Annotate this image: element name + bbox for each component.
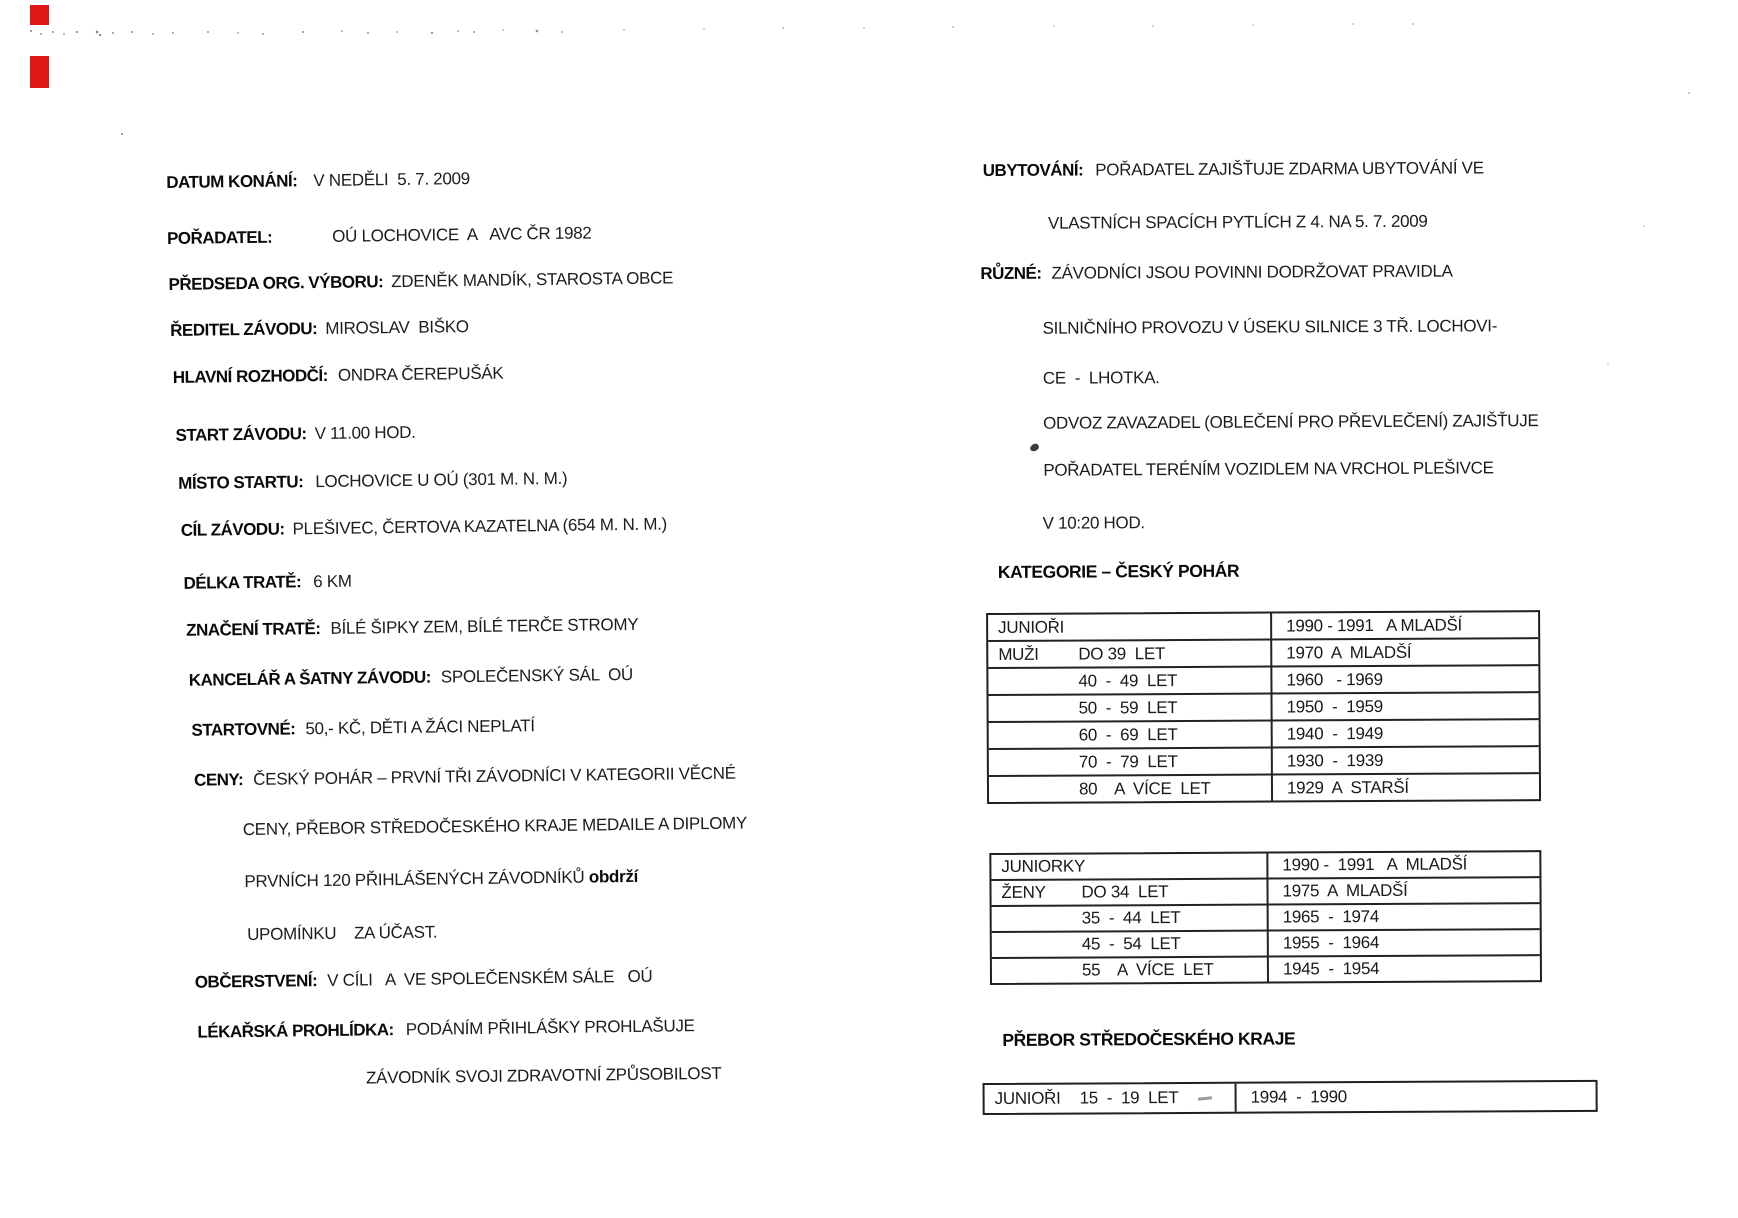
category-name [999,750,1079,775]
field-value: V 11.00 HOD. [315,423,416,443]
field-value: ODVOZ ZAVAZADEL (OBLEČENÍ PRO PŘEVLEČENÍ) ZAJIŠŤUJE [1043,411,1539,433]
category-cell [988,614,1270,640]
field-label: OBČERSTVENÍ: [195,971,318,992]
table-row [992,954,1540,983]
birth-years-cell: 1955 - 1964 [1267,930,1540,955]
field-value: SILNIČNÍHO PROVOZU V ÚSEKU SILNICE 3 TŘ. LOCHOVI- [1043,316,1498,337]
field-ruzne-cont-3 [1043,410,1539,435]
bold-word: obdrží [589,867,638,887]
category-cell [989,749,1271,775]
field-value: PODÁNÍM PŘIHLÁŠKY PROHLAŠUJE [406,1016,695,1039]
age-range: 15 - 19 LET [1080,1084,1179,1113]
category-name [1002,933,1082,957]
birth-years-cell: 1990 - 1991 A MLADŠÍ [1270,612,1538,638]
field-value: MIROSLAV BIŠKO [325,317,469,338]
birth-years-cell: 1940 - 1949 [1271,720,1539,746]
field-value: ZDENĚK MANDÍK, STAROSTA OBCE [391,268,673,291]
field-label: STARTOVNÉ: [191,719,295,739]
category-table-prebor [983,1080,1598,1115]
field-label: START ZÁVODU: [175,424,306,445]
table-row [985,1082,1596,1113]
field-label: CÍL ZÁVODU: [181,519,285,539]
birth-years-cell: 1990 - 1991 A MLADŠÍ [1266,852,1539,877]
field-label: ŘEDITEL ZÁVODU: [170,319,317,340]
field-ruzne-cont-2 [1043,367,1160,390]
field-value: ONDRA ČEREPUŠÁK [338,364,504,385]
field-label: PŘEDSEDA ORG. VÝBORU: [168,272,383,294]
birth-years-cell: 1930 - 1939 [1271,747,1539,773]
field-value: V NEDĚLI 5. 7. 2009 [313,169,470,190]
field-label: KANCELÁŘ A ŠATNY ZÁVODU: [189,668,431,690]
table-row [991,852,1539,879]
field-ruzne-cont-4 [1043,457,1493,481]
category-name: JUNIOŘI [995,1085,1080,1113]
field-value: V CÍLI A VE SPOLEČENSKÉM SÁLE OÚ [327,967,652,990]
table-row [992,902,1540,931]
category-cell [989,722,1271,748]
birth-years-cell: 1994 - 1990 [1235,1082,1596,1112]
age-range: DO 34 LET [1081,880,1168,904]
category-cell [992,906,1267,931]
table-row [989,718,1539,748]
table-row [989,745,1539,775]
category-name [998,669,1078,694]
category-name: JUNIORKY [1001,855,1081,879]
birth-years-cell: 1929 A STARŠÍ [1271,774,1539,800]
field-value: CENY, PŘEBOR STŘEDOČESKÉHO KRAJE MEDAILE A DIPLOMY [243,813,747,839]
field-label: ZNAČENÍ TRATĚ: [186,619,321,640]
field-value: V 10:20 HOD. [1043,513,1145,533]
field-value: VLASTNÍCH SPACÍCH PYTLÍCH Z 4. NA 5. 7. 2009 [1048,212,1428,233]
field-value: POŘADATEL ZAJIŠŤUJE ZDARMA UBYTOVÁNÍ VE [1095,158,1484,179]
category-cell [989,776,1271,802]
field-value: 50,- KČ, DĚTI A ŽÁCI NEPLATÍ [305,716,535,738]
category-cell [988,668,1270,694]
field-value: SPOLEČENSKÝ SÁL OÚ [441,665,633,687]
field-value: LOCHOVICE U OÚ (301 M. N. M.) [315,469,567,491]
birth-years-cell: 1970 A MLADŠÍ [1270,639,1538,665]
field-label: LÉKAŘSKÁ PROHLÍDKA: [197,1020,394,1042]
birth-years-cell: 1960 - 1969 [1270,666,1538,692]
category-cell [992,958,1267,983]
field-value: UPOMÍNKU ZA ÚČAST. [247,923,437,944]
category-cell [992,932,1267,957]
category-name: JUNIOŘI [998,615,1078,640]
category-name: ŽENY [1001,881,1081,905]
age-range: 55 A VÍCE LET [1082,958,1214,983]
field-label: HLAVNÍ ROZHODČÍ: [173,366,328,387]
age-range: 60 - 69 LET [1079,722,1178,748]
field-value: POŘADATEL TERÉNÍM VOZIDLEM NA VRCHOL PLEŠIVCE [1043,458,1493,479]
category-name [1002,907,1082,931]
birth-years-cell: 1975 A MLADŠÍ [1266,878,1539,903]
field-label: DÉLKA TRATĚ: [183,572,301,593]
field-value: ZÁVODNÍK SVOJI ZDRAVOTNÍ ZPŮSOBILOST [366,1064,722,1088]
age-range: DO 39 LET [1078,641,1165,666]
field-ubytovani-cont [1048,211,1428,235]
field-label: MÍSTO STARTU: [178,472,303,493]
category-name [999,696,1079,721]
field-value: OÚ LOCHOVICE A AVC ČR 1982 [332,223,592,245]
category-table-zeny [989,850,1542,985]
field-value: PRVNÍCH 120 PŘIHLÁŠENÝCH ZÁVODNÍKŮ [244,868,589,892]
category-cell [991,854,1266,879]
category-name: MUŽI [998,642,1078,667]
field-value: ČESKÝ POHÁR – PRVNÍ TŘI ZÁVODNÍCI V KATEGORII VĚCNÉ [253,764,736,789]
category-name [999,723,1079,748]
field-ruzne [980,261,1452,285]
category-name [999,777,1079,802]
field-value: PLEŠIVEC, ČERTOVA KAZATELNA (654 M. N. M.) [292,514,667,538]
category-cell [988,641,1270,667]
age-range: 45 - 54 LET [1082,932,1181,957]
table-row [988,612,1538,640]
birth-years-cell: 1965 - 1974 [1267,904,1540,929]
category-table-cesky-pohar [986,610,1541,804]
field-label: UBYTOVÁNÍ: [983,161,1084,181]
table-row [988,691,1538,721]
age-range: 35 - 44 LET [1082,906,1181,931]
field-label: POŘADATEL: [167,228,272,248]
table-row [988,664,1538,694]
category-cell [985,1084,1235,1113]
table-row [988,637,1538,667]
field-label: CENY: [194,770,243,790]
age-range: 40 - 49 LET [1078,668,1177,694]
field-label: RŮZNÉ: [980,264,1041,283]
table-row [991,876,1539,905]
age-range: 80 A VÍCE LET [1079,776,1211,802]
field-ruzne-cont-1 [1043,315,1498,339]
field-ruzne-cont-5 [1043,512,1145,535]
table-row [992,928,1540,957]
age-range: 50 - 59 LET [1079,695,1178,721]
table-row [989,772,1539,802]
heading-kategorie-cesky-pohar: KATEGORIE – ČESKÝ POHÁR [998,561,1239,583]
heading-prebor-kraje: PŘEBOR STŘEDOČESKÉHO KRAJE [1002,1028,1295,1051]
category-name [1002,959,1082,983]
field-ubytovani [983,157,1484,182]
category-cell [989,695,1271,721]
birth-years-cell: 1950 - 1959 [1270,693,1538,719]
age-range: 70 - 79 LET [1079,749,1178,775]
field-value: BÍLÉ ŠIPKY ZEM, BÍLÉ TERČE STROMY [330,615,638,638]
field-value: 6 KM [313,572,352,592]
category-cell [991,880,1266,905]
field-value: CE - LHOTKA. [1043,368,1160,388]
field-label: DATUM KONÁNÍ: [166,171,297,192]
birth-years-cell: 1945 - 1954 [1267,956,1540,981]
field-value: ZÁVODNÍCI JSOU POVINNI DODRŽOVAT PRAVIDLA [1051,262,1452,283]
